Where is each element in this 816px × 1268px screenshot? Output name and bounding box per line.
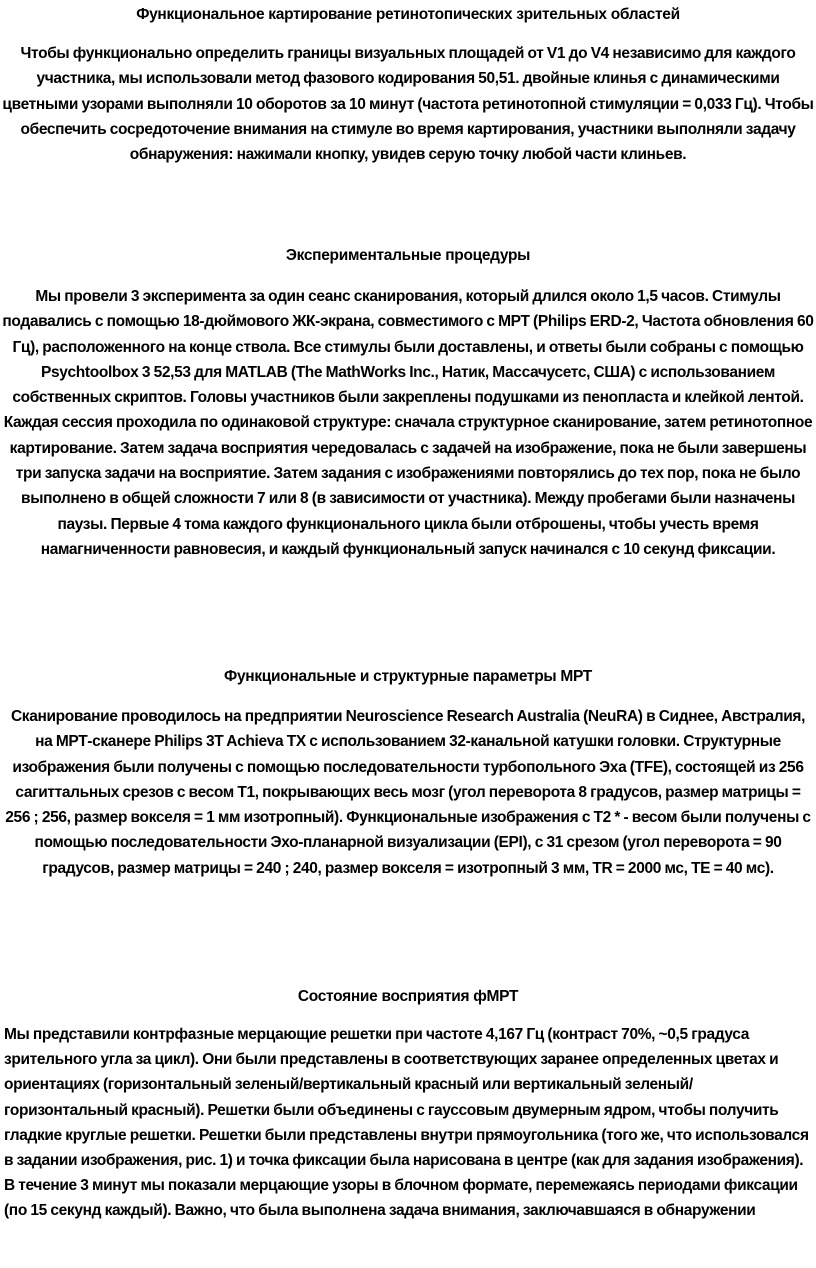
paragraph-text: Мы представили контрфазные мерцающие решетки при частоте 4,167 Гц (контраст 70%, ~0,5 градуса зрительного угла за цикл). Они были представлены в соответствующих заранее определенных цветах и ориентациях (горизонтальный зеленый/вертикальный красный или вертикальный зеленый/горизонтальный красный). Решетки были объединены с гауссовым двумерным ядром, чтобы получить гладкие круглые решетки. Решетки были представлены внутри прямоугольника (того же, что использовался в задании изображения, рис. 1) и точка фиксации была нарисована в центре (как для задания изображения). В течение 3 минут мы показали мерцающие узоры в блочном формате, перемежаясь периодами фиксации (по 15 секунд каждый). Важно, что была выполнена задача внимания, заключавшаяся в обнаружении	[4, 1026, 809, 1220]
paragraph-text: Мы провели 3 эксперимента за один сеанс сканирования, который длился около 1,5 часов. Стимулы подавались с помощью 18-дюймового ЖК-экрана, совместимого с МРТ (Philips ERD-2, Частота обновления 60 Гц), расположенного на конце ствола. Все стимулы были доставлены, и ответы были собраны с помощью Psychtoolbox 3 52,53 для MATLAB (The MathWorks Inc., Натик, Массачусетс, США) с использованием собственных скриптов. Головы участников были закреплены подушками из пенопласта и клейкой лентой. Каждая сессия проходила по одинаковой структуре: сначала структурное сканирование, затем ретинотопное картирование. Затем задача восприятия чередовалась с задачей на изображение, пока не были завершены три запуска задачи на восприятие. Затем задания с изображениями повторялись до тех пор, пока не было выполнено в общей сложности 7 или 8 (в зависимости от участника). Между пробегами были назначены паузы. Первые 4 тома каждого функционального цикла были отброшены, чтобы учесть время намагниченности равновесия, и каждый функциональный запуск начинался с 10 секунд фиксации.	[2, 288, 814, 558]
heading-text: Состояние восприятия фМРТ	[297, 988, 519, 1005]
section-body-retinotopic-mapping	[0, 41, 816, 167]
heading-text: Функциональное картирование ретинотопических зрительных областей	[136, 6, 680, 23]
section-body-mri-parameters	[0, 704, 816, 881]
paragraph-text: Чтобы функционально определить границы визуальных площадей от V1 до V4 независимо для каждого участника, мы использовали метод фазового кодирования 50,51. двойные клинья с динамическими цветными узорами выполняли 10 оборотов за 10 минут (частота ретинотопной стимуляции = 0,033 Гц). Чтобы обеспечить сосредоточение внимания на стимуле во время картирования, участники выполняли задачу обнаружения: нажимали кнопку, увидев серую точку любой части клиньев.	[2, 45, 814, 164]
heading-text: Экспериментальные процедуры	[285, 247, 531, 264]
section-title-perception-condition	[0, 986, 816, 1008]
section-body-experimental-procedures	[0, 284, 816, 562]
section-title-experimental-procedures	[0, 245, 816, 267]
section-body-perception-condition	[0, 1022, 816, 1224]
heading-text: Функциональные и структурные параметры МРТ	[224, 668, 592, 685]
paragraph-text: Сканирование проводилось на предприятии Neuroscience Research Australia (NeuRA) в Сиднее, Австралия, на МРТ-сканере Philips 3T Achieva TX с использованием 32-канальной катушки головки. Структурные изображения были получены с помощью последовательности турбопольного Эха (TFE), состоящей из 256 сагиттальных срезов с весом T1, покрывающих весь мозг (угол переворота 8 градусов, размер матрицы = 256 ; 256, размер вокселя = 1 мм изотропный). Функциональные изображения с T2 * - весом были получены с помощью последовательности Эхо-планарной визуализации (EPI), с 31 срезом (угол переворота = 90 градусов, размер матрицы = 240 ; 240, размер вокселя = изотропный 3 мм, TR = 2000 мс, TE = 40 мс).	[5, 708, 811, 877]
section-title-mri-parameters	[0, 666, 816, 688]
section-title-retinotopic-mapping	[0, 4, 816, 26]
